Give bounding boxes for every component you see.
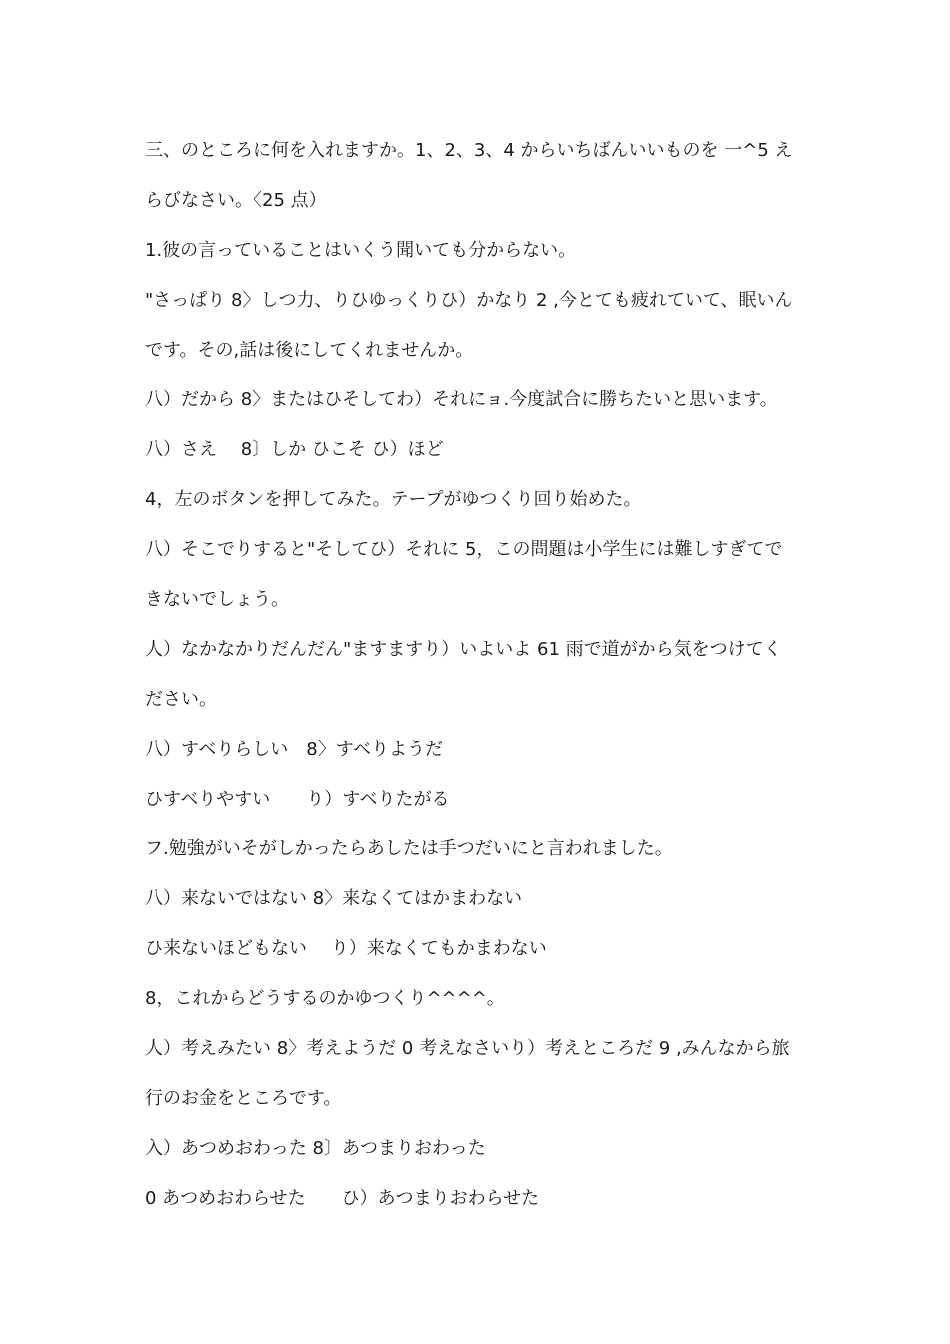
question-line: です。その,話は後にしてくれませんか。: [145, 339, 474, 361]
answer-options-line: ひすベりやすい り）すベりたがる: [145, 788, 450, 810]
question-line: 1.彼の言っていることはいくう聞いても分からない。: [145, 239, 577, 261]
answer-options-line: ひ来ないほどもない り）来なくてもかまわない: [145, 938, 547, 960]
question-line: 八）そこでりすると"そしてひ）それに 5，この問題は小学生には難しすぎてで: [145, 539, 783, 561]
question-line: 人）考えみたい 8〉考えようだ 0 考えなさいり）考えところだ 9 ,みんなから旅: [145, 1038, 790, 1060]
question-line: フ.勉強がいそがしかったらあしたは手つだいにと言われました。: [145, 838, 673, 860]
question-line: "さっぱり 8〉しつ力、りひゆっくりひ）かなり 2 ,今とても疲れていて、眠いん: [145, 289, 793, 311]
question-line: 4，左のボタンを押してみた。テープがゆつくり回り始めた。: [145, 489, 642, 511]
answer-options-line: 八）すベりらしい 8〉すベりようだ: [145, 738, 444, 760]
answer-options-line: 入）あつめおわった 8〕あつまりおわった: [145, 1137, 486, 1159]
question-line: 人）なかなかりだんだん"ますますり）いよいよ 61 雨で道がから気をつけてく: [145, 638, 782, 660]
question-line: 8，これからどうするのかゆつくり^^^^。: [145, 988, 505, 1010]
question-line: 八）だから 8〉またはひそしてわ）それにョ.今度試合に勝ちたいと思います。: [145, 389, 778, 411]
answer-options-line: 八）さえ 8〕しか ひこそ ひ）ほど: [145, 439, 444, 461]
section-instruction-line: 三、のところに何を入れますか。1、2、3、4 からいちばんいいものを 一^5 え: [145, 140, 793, 161]
answer-options-line: 0 あつめおわらせた ひ）あつまりおわらせた: [145, 1187, 540, 1209]
exam-text-block: [145, 126, 825, 1224]
question-line: きないでしょう。: [145, 589, 289, 611]
section-instruction-line: らびなさい。〈25 点）: [145, 189, 327, 211]
question-line: 行のお金をところです。: [145, 1087, 342, 1109]
answer-options-line: 八）来ないではない 8〉来なくてはかまわない: [145, 888, 523, 910]
question-line: ださい。: [145, 688, 217, 710]
